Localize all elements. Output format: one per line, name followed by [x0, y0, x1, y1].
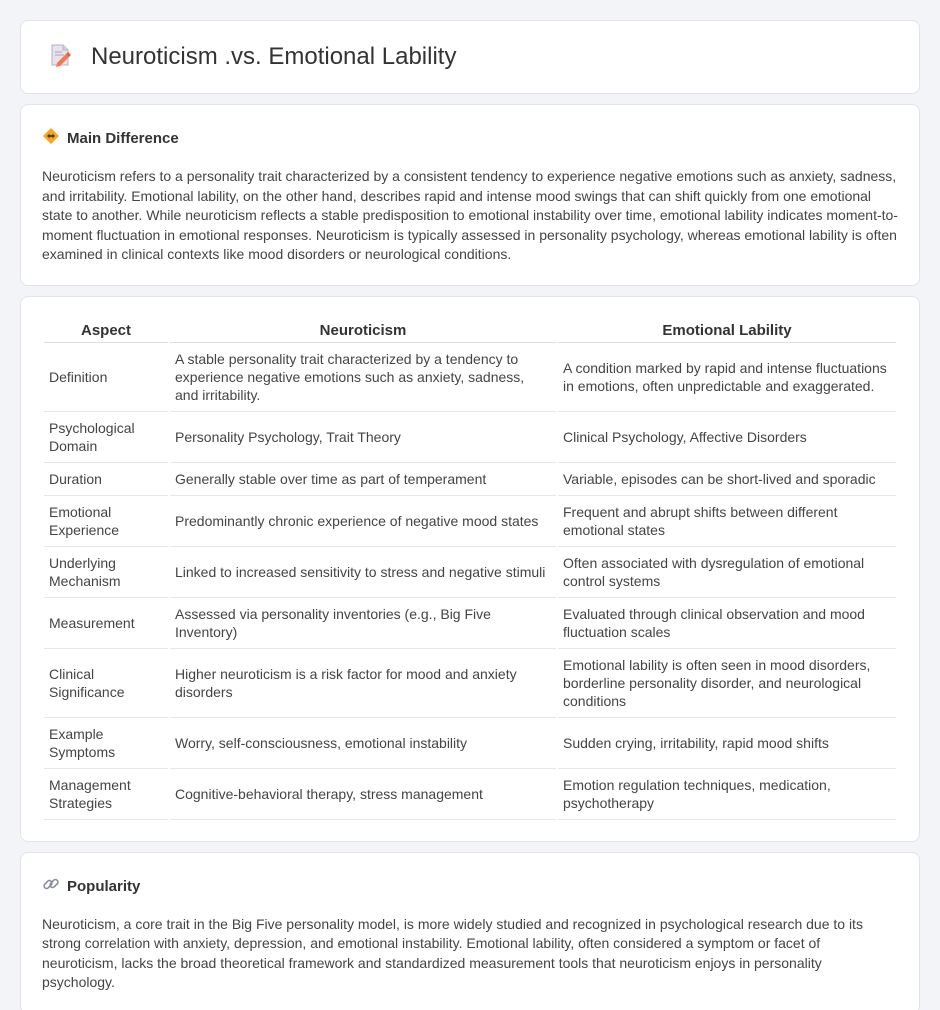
comparison-table-card — [20, 296, 920, 842]
cell-neuroticism: Higher neuroticism is a risk factor for mood and anxiety disorders — [170, 649, 556, 718]
table-row — [44, 769, 896, 820]
table-row — [44, 649, 896, 718]
popularity-section — [20, 852, 920, 1010]
header-aspect: Aspect — [44, 317, 168, 343]
cell-emotional-lability: Emotion regulation techniques, medication, psychotherapy — [558, 769, 896, 820]
cell-aspect: Duration — [44, 463, 168, 496]
table-row — [44, 547, 896, 598]
cell-neuroticism: Predominantly chronic experience of negative mood states — [170, 496, 556, 547]
cell-aspect: Psychological Domain — [44, 412, 168, 463]
cell-emotional-lability: Emotional lability is often seen in mood disorders, borderline personality disorder, and neurological conditions — [558, 649, 896, 718]
table-row — [44, 412, 896, 463]
link-icon — [42, 875, 60, 898]
cell-aspect: Measurement — [44, 598, 168, 649]
table-row — [44, 598, 896, 649]
main-difference-heading: Main Difference — [67, 130, 179, 147]
main-difference-section — [20, 104, 920, 286]
cell-neuroticism: Linked to increased sensitivity to stress and negative stimuli — [170, 547, 556, 598]
main-difference-text: Neuroticism refers to a personality trait characterized by a consistent tendency to experience negative emotions such as anxiety, sadness, and irritability. Emotional lability, on the other hand, describes rapid and intense mood swings that can shift quickly from one emotional state to another. While neuroticism reflects a stable predisposition to emotional instability over time, emotional lability indicates moment-to-moment fluctuation in emotional responses. Neuroticism is typically assessed in personality psychology, whereas emotional lability is often examined in clinical contexts like mood disorders or neurological conditions. — [42, 168, 898, 262]
table-header-row — [44, 317, 896, 343]
cell-neuroticism: Generally stable over time as part of temperament — [170, 463, 556, 496]
cell-aspect: Emotional Experience — [44, 496, 168, 547]
cell-emotional-lability: Variable, episodes can be short-lived and sporadic — [558, 463, 896, 496]
popularity-text: Neuroticism, a core trait in the Big Five personality model, is more widely studied and recognized in psychological research due to its strong correlation with anxiety, depression, and emotional instability. Emotional lability, often considered a symptom or facet of neuroticism, lacks the broad theoretical framework and standardized measurement tools that neuroticism enjoys in personality psychology. — [42, 915, 863, 990]
cell-emotional-lability: Frequent and abrupt shifts between different emotional states — [558, 496, 896, 547]
title-card — [20, 20, 920, 94]
cell-aspect: Definition — [44, 343, 168, 412]
cell-neuroticism: Assessed via personality inventories (e.g., Big Five Inventory) — [170, 598, 556, 649]
cell-emotional-lability: Evaluated through clinical observation and mood fluctuation scales — [558, 598, 896, 649]
table-row — [44, 496, 896, 547]
table-row — [44, 463, 896, 496]
cell-emotional-lability: A condition marked by rapid and intense fluctuations in emotions, often unpredictable and exaggerated. — [558, 343, 896, 412]
cell-aspect: Clinical Significance — [44, 649, 168, 718]
cell-aspect: Example Symptoms — [44, 718, 168, 769]
diamond-arrows-icon — [42, 127, 60, 150]
table-row — [44, 343, 896, 412]
cell-neuroticism: Cognitive-behavioral therapy, stress management — [170, 769, 556, 820]
header-neuroticism: Neuroticism — [170, 317, 556, 343]
document-pencil-icon — [47, 42, 73, 73]
cell-emotional-lability: Clinical Psychology, Affective Disorders — [558, 412, 896, 463]
comparison-table — [42, 317, 898, 820]
cell-neuroticism: Worry, self-consciousness, emotional instability — [170, 718, 556, 769]
header-emotional-lability: Emotional Lability — [558, 317, 896, 343]
cell-emotional-lability: Often associated with dysregulation of emotional control systems — [558, 547, 896, 598]
cell-neuroticism: Personality Psychology, Trait Theory — [170, 412, 556, 463]
cell-emotional-lability: Sudden crying, irritability, rapid mood shifts — [558, 718, 896, 769]
popularity-heading: Popularity — [67, 877, 141, 895]
page-title: Neuroticism .vs. Emotional Lability — [91, 43, 457, 70]
cell-neuroticism: A stable personality trait characterized by a tendency to experience negative emotions such as anxiety, sadness, and irritability. — [170, 343, 556, 412]
table-row — [44, 718, 896, 769]
cell-aspect: Management Strategies — [44, 769, 168, 820]
cell-aspect: Underlying Mechanism — [44, 547, 168, 598]
